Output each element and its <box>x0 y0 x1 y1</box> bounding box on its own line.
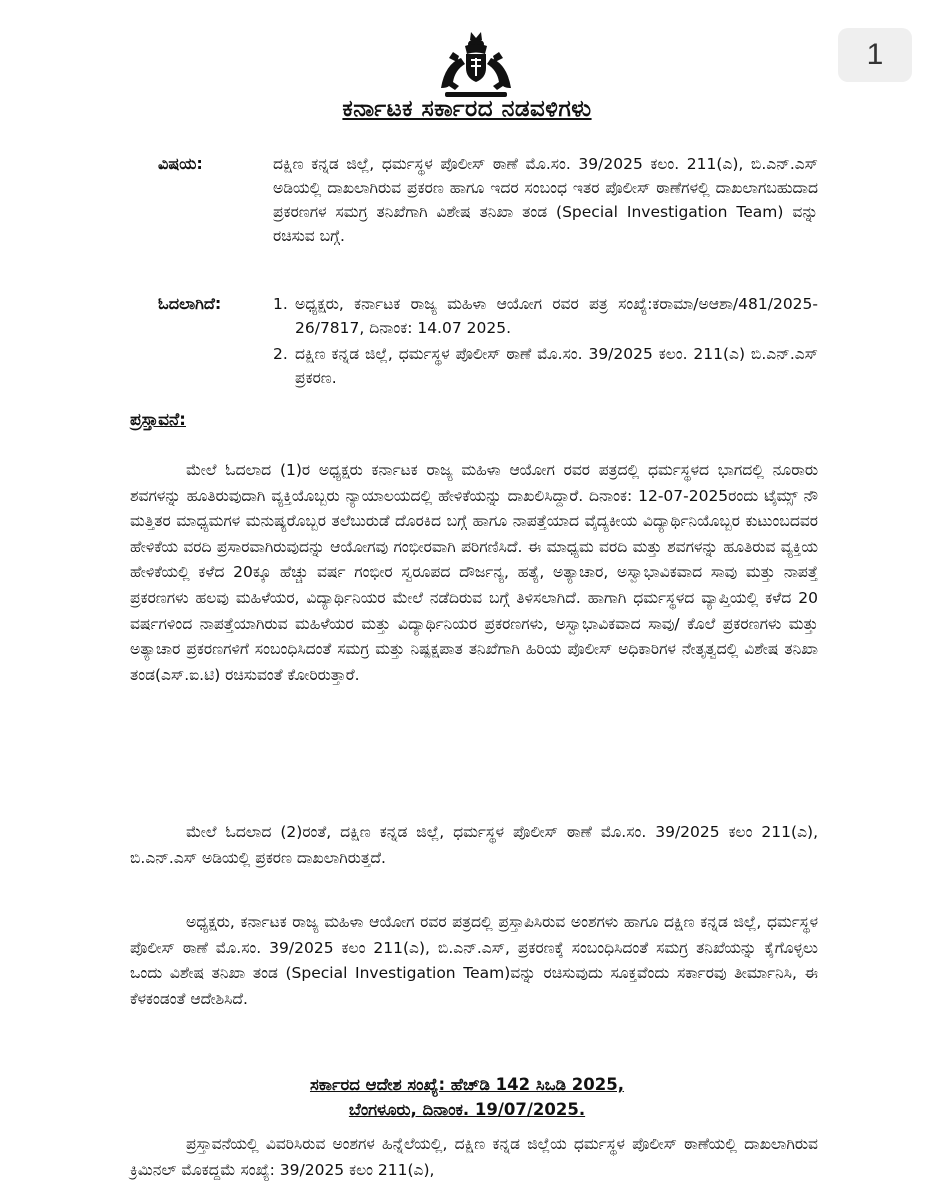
references-row <box>158 292 818 392</box>
reference-text: ದಕ್ಷಿಣ ಕನ್ನಡ ಜಿಲ್ಲೆ, ಧರ್ಮಸ್ಥಳ ಪೊಲೀಸ್ ಠಾಣೆ ಮೊ.ಸಂ. 39/2025 ಕಲಂ. 211(ಎ) ಬಿ.ಎನ್.ಎಸ್ ಪ್ರಕರಣ. <box>295 345 818 387</box>
closing-paragraph: ಪ್ರಸ್ತಾವನೆಯಲ್ಲಿ ವಿವರಿಸಿರುವ ಅಂಶಗಳ ಹಿನ್ನೆಲೆಯಲ್ಲಿ, ದಕ್ಷಿಣ ಕನ್ನಡ ಜಿಲ್ಲೆಯ ಧರ್ಮಸ್ಥಳ ಪೊಲೀಸ್ ಠಾಣೆಯಲ್ಲಿ ದಾಖಲಾಗಿರುವ ಕ್ರಿಮಿನಲ್ ಮೊಕದ್ದಮೆ ಸಂಖ್ಯೆ: 39/2025 ಕಲಂ 211(ಎ), <box>130 1135 818 1179</box>
preamble-heading: ಪ್ರಸ್ತಾವನೆ: <box>130 410 186 430</box>
references-label: ಓದಲಾಗಿದೆ: <box>158 294 222 313</box>
government-emblem-icon <box>435 30 517 98</box>
order-date-heading: ಬೆಂಗಳೂರು, ದಿನಾಂಕ. 19/07/2025. <box>348 1100 586 1119</box>
subject-label: ವಿಷಯ: <box>158 154 203 173</box>
reference-number: 1. <box>273 295 288 313</box>
page-number-badge: 1 <box>838 28 912 82</box>
paragraph-1: ಮೇಲೆ ಓದಲಾದ (1)ರ ಅಧ್ಯಕ್ಷರು ಕರ್ನಾಟಕ ರಾಜ್ಯ ಮಹಿಳಾ ಆಯೋಗ ರವರ ಪತ್ರದಲ್ಲಿ ಧರ್ಮಸ್ಥಳದ ಭಾಗದಲ್ಲಿ ನೂರಾರು ಶವಗಳನ್ನು ಹೂತಿರುವುದಾಗಿ ವ್ಯಕ್ತಿಯೊಬ್ಬರು ನ್ಯಾಯಾಲಯದಲ್ಲಿ ಹೇಳಿಕೆಯನ್ನು ದಾಖಲಿಸಿದ್ದಾರೆ. ದಿನಾಂಕ: 12-07-2025ರಂದು ಟೈಮ್ಸ್ ನೌ ಮತ್ತಿತರ ಮಾಧ್ಯಮಗಳ ಮನುಷ್ಯರೊಬ್ಬರ ತಲೆಬುರುಡೆ ದೊರಕಿದ ಬಗ್ಗೆ ಹಾಗೂ ನಾಪತ್ತೆಯಾದ ವೈದ್ಯಕೀಯ ವಿದ್ಯಾರ್ಥಿನಿಯೊಬ್ಬರ ಕುಟುಂಬದವರ ಹೇಳಿಕೆಯ ವರದಿ ಪ್ರಸಾರವಾಗಿರುವುದನ್ನು ಆಯೋಗವು ಗಂಭೀರವಾಗಿ ಪರಿಗಣಿಸಿದೆ. ಈ ಮಾಧ್ಯಮ ವರದಿ ಮತ್ತು ಶವಗಳನ್ನು ಹೂತಿರುವ ವ್ಯಕ್ತಿಯ ಹೇಳಿಕೆಯಲ್ಲಿ ಕಳೆದ 20ಕ್ಕೂ ಹೆಚ್ಚು ವರ್ಷ ಗಂಭೀರ ಸ್ವರೂಪದ ದೌರ್ಜನ್ಯ, ಹತ್ಯೆ, ಅತ್ಯಾಚಾರ, ಅಸ್ವಾಭಾವಿಕವಾದ ಸಾವು ಮತ್ತು ನಾಪತ್ತೆ ಪ್ರಕರಣಗಳು ಹಲವು ಮಹಿಳೆಯರ, ವಿದ್ಯಾರ್ಥಿನಿಯರ ಮೇಲೆ ನಡೆದಿರುವ ಬಗ್ಗೆ ತಿಳಿಸಲಾಗಿದೆ. ಹಾಗಾಗಿ ಧರ್ಮಸ್ಥಳದ ವ್ಯಾಪ್ತಿಯಲ್ಲಿ ಕಳೆದ 20 ವರ್ಷಗಳಿಂದ ನಾಪತ್ತೆಯಾಗಿರುವ ಮಹಿಳೆಯರ ಮತ್ತು ವಿದ್ಯಾರ್ಥಿನಿಯರ ಪ್ರಕರಣಗಳು, ಅಸ್ವಾಭಾವಿಕವಾದ ಸಾವು/ ಕೊಲೆ ಪ್ರಕರಣಗಳು ಮತ್ತು ಅತ್ಯಾಚಾರ ಪ್ರಕರಣಗಳಿಗೆ ಸಂಬಂಧಿಸಿದಂತೆ ಸಮಗ್ರ ಮತ್ತು ನಿಷ್ಪಕ್ಷಪಾತ ತನಿಖೆಗಾಗಿ ಹಿರಿಯ ಪೊಲೀಸ್ ಅಧಿಕಾರಿಗಳ ನೇತೃತ್ವದಲ್ಲಿ ವಿಶೇಷ ತನಿಖಾ ತಂಡ(ಎಸ್.ಐ.ಟಿ) ರಚಿಸುವಂತೆ ಕೋರಿರುತ್ತಾರೆ. <box>130 461 818 684</box>
paragraph-3: ಅಧ್ಯಕ್ಷರು, ಕರ್ನಾಟಕ ರಾಜ್ಯ ಮಹಿಳಾ ಆಯೋಗ ರವರ ಪತ್ರದಲ್ಲಿ ಪ್ರಸ್ತಾಪಿಸಿರುವ ಅಂಶಗಳು ಹಾಗೂ ದಕ್ಷಿಣ ಕನ್ನಡ ಜಿಲ್ಲೆ, ಧರ್ಮಸ್ಥಳ ಪೊಲೀಸ್ ಠಾಣೆ ಮೊ.ಸಂ. 39/2025 ಕಲಂ 211(ಎ), ಬಿ.ಎನ್.ಎಸ್, ಪ್ರಕರಣಕ್ಕೆ ಸಂಬಂಧಿಸಿದಂತೆ ಸಮಗ್ರ ತನಿಖೆಯನ್ನು ಕೈಗೊಳ್ಳಲು ಒಂದು ವಿಶೇಷ ತನಿಖಾ ತಂಡ (Special Investigation Team)ವನ್ನು ರಚಿಸುವುದು ಸೂಕ್ತವೆಂದು ಸರ್ಕಾರವು ತೀರ್ಮಾನಿಸಿ, ಈ ಕೆಳಕಂಡಂತೆ ಆದೇಶಿಸಿದೆ. <box>130 913 818 1008</box>
references-list <box>273 292 818 392</box>
subject-text: ದಕ್ಷಿಣ ಕನ್ನಡ ಜಿಲ್ಲೆ, ಧರ್ಮಸ್ಥಳ ಪೊಲೀಸ್ ಠಾಣೆ ಮೊ.ಸಂ. 39/2025 ಕಲಂ. 211(ಎ), ಬಿ.ಎನ್.ಎಸ್ ಅಡಿಯಲ್ಲಿ ದಾಖಲಾಗಿರುವ ಪ್ರಕರಣ ಹಾಗೂ ಇದರ ಸಂಬಂಧ ಇತರ ಪೊಲೀಸ್ ಠಾಣೆಗಳಲ್ಲಿ ದಾಖಲಾಗಬಹುದಾದ ಪ್ರಕರಣಗಳ ಸಮಗ್ರ ತನಿಖೆಗಾಗಿ ವಿಶೇಷ ತನಿಖಾ ತಂಡ (Special Investigation Team) ವನ್ನು ರಚಿಸುವ ಬಗ್ಗೆ. <box>273 155 818 245</box>
reference-item <box>273 342 818 390</box>
subject-row <box>158 152 818 272</box>
order-number-heading: ಸರ್ಕಾರದ ಆದೇಶ ಸಂಖ್ಯೆ: ಹೆಚ್‌ಡಿ 142 ಸಿಒಡಿ 2025, <box>309 1075 625 1094</box>
paragraph-2: ಮೇಲೆ ಓದಲಾದ (2)ರಂತೆ, ದಕ್ಷಿಣ ಕನ್ನಡ ಜಿಲ್ಲೆ, ಧರ್ಮಸ್ಥಳ ಪೊಲೀಸ್ ಠಾಣೆ ಮೊ.ಸಂ. 39/2025 ಕಲಂ 211(ಎ), ಬಿ.ಎನ್.ಎಸ್ ಅಡಿಯಲ್ಲಿ ಪ್ರಕರಣ ದಾಖಲಾಗಿರುತ್ತದೆ. <box>130 823 818 867</box>
document-title: ಕರ್ನಾಟಕ ಸರ್ಕಾರದ ನಡವಳಿಗಳು <box>342 96 592 122</box>
reference-number: 2. <box>273 345 288 363</box>
reference-text: ಅಧ್ಯಕ್ಷರು, ಕರ್ನಾಟಕ ರಾಜ್ಯ ಮಹಿಳಾ ಆಯೋಗ ರವರ ಪತ್ರ ಸಂಖ್ಯೆ:ಕರಾಮಾ/ಅಆಶಾ/481/2025-26/7817, ದಿನಾಂಕ: 14.07 2025. <box>295 295 818 337</box>
reference-item <box>273 292 818 340</box>
